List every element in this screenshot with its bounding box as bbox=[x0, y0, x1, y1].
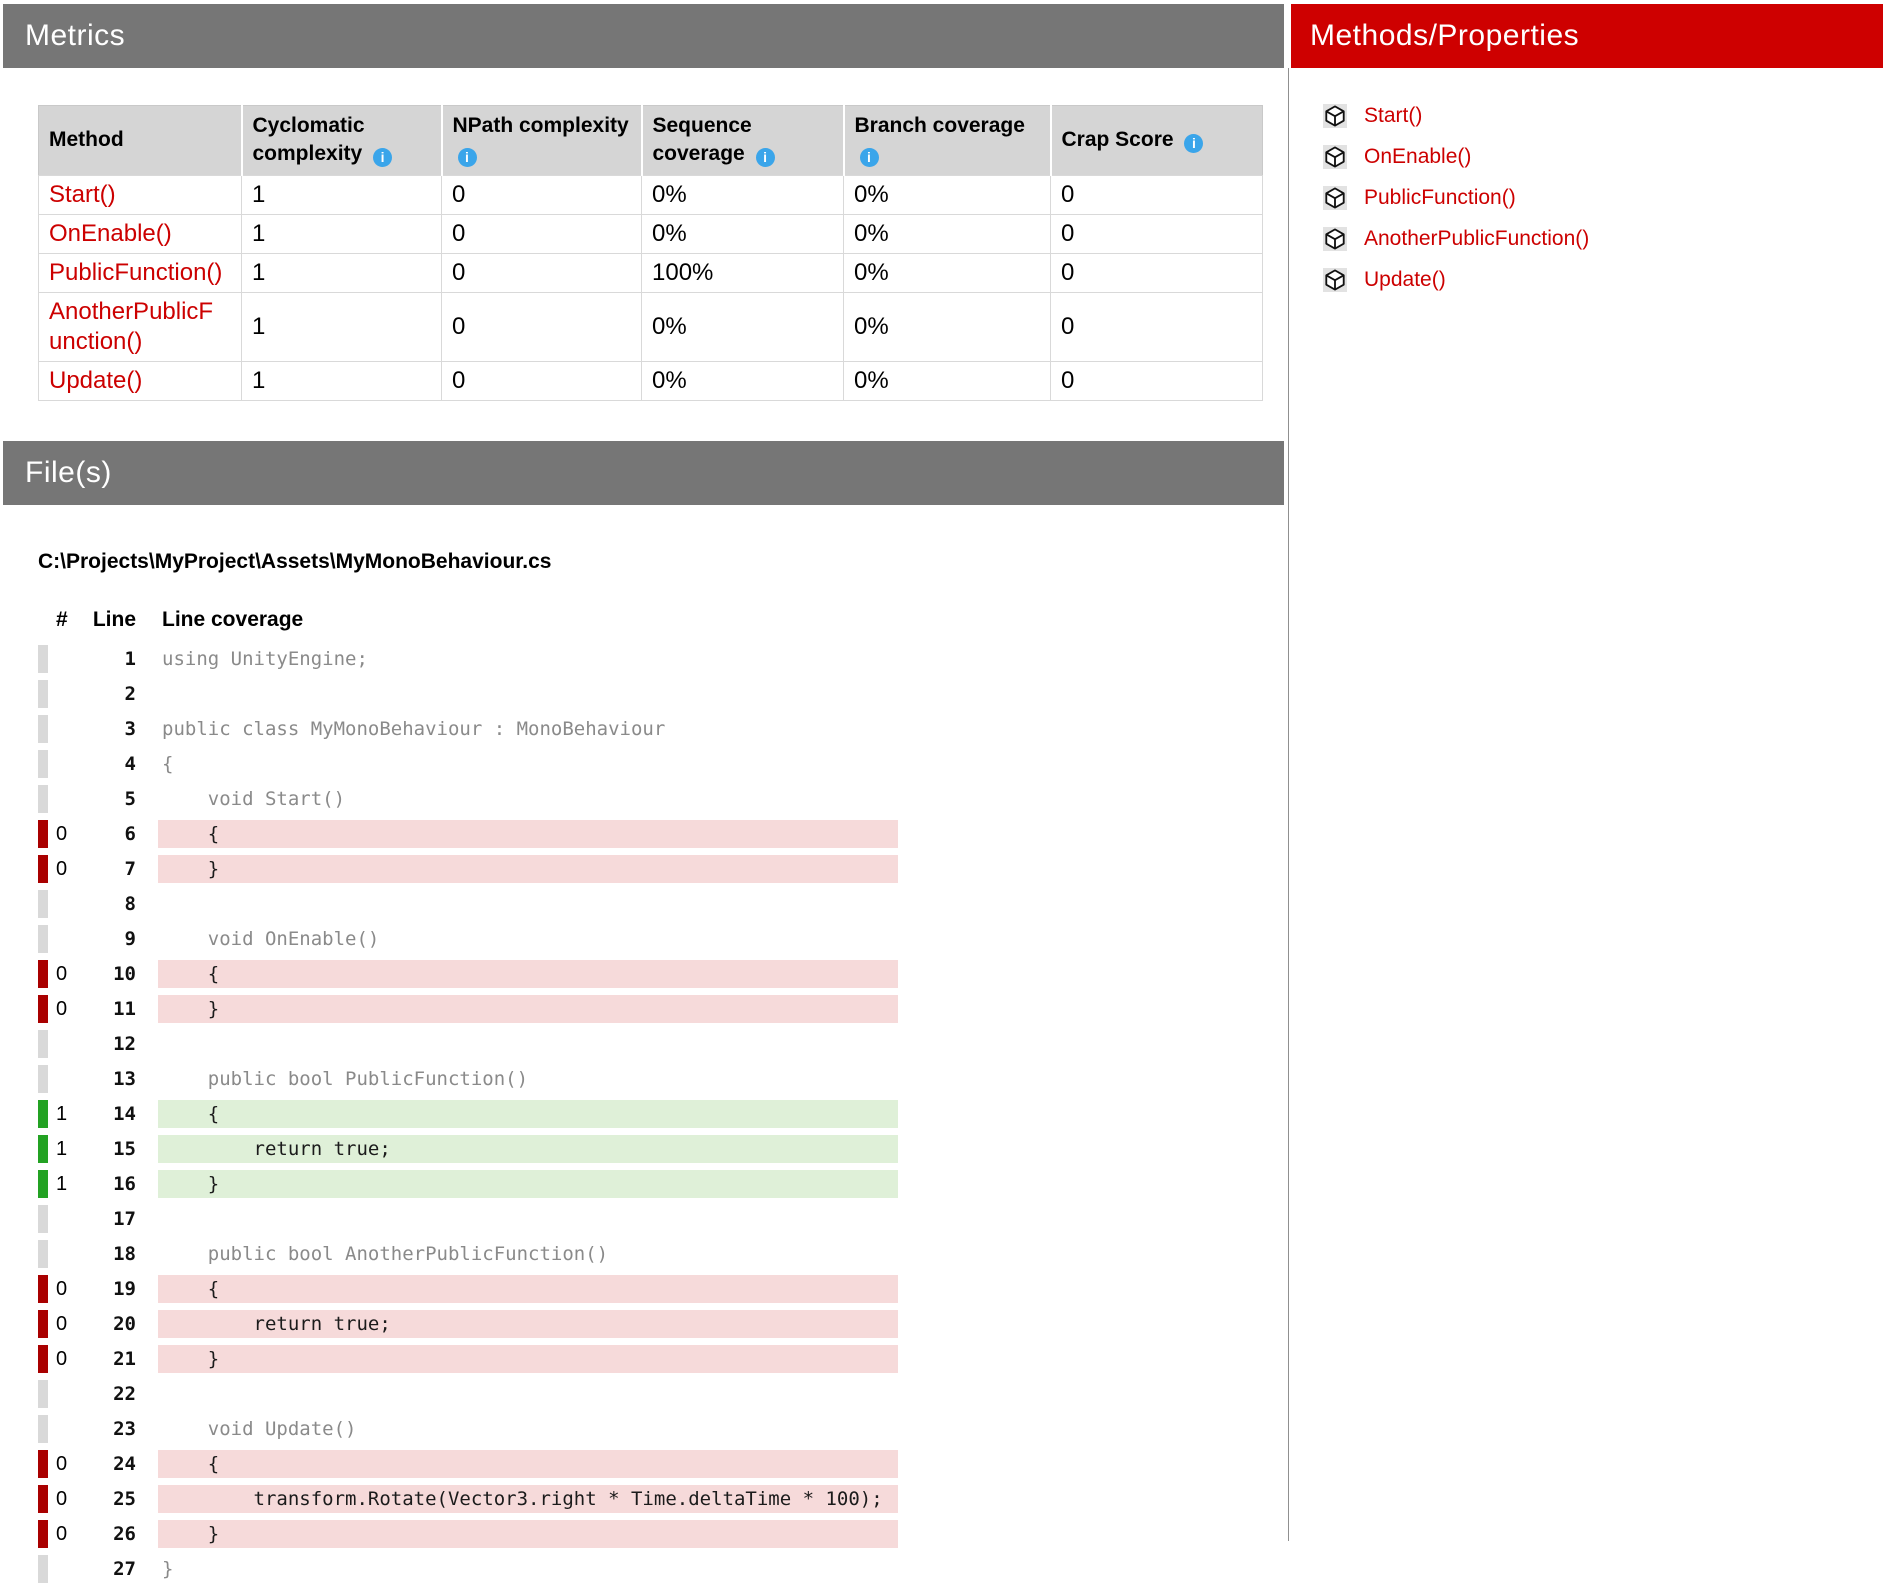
column-header-label: Branch coverage bbox=[854, 114, 1025, 137]
line-number: 11 bbox=[113, 998, 136, 1021]
line-number: 20 bbox=[113, 1313, 136, 1336]
method-cell bbox=[39, 214, 242, 253]
line-number: 22 bbox=[113, 1383, 136, 1406]
code-line-row bbox=[38, 782, 1284, 817]
coverage-indicator-bar bbox=[38, 1135, 48, 1163]
visit-count: 0 bbox=[56, 1452, 68, 1475]
column-header-label: Sequence coverage bbox=[652, 114, 752, 166]
metric-value-cell: 0% bbox=[642, 214, 844, 253]
code-text: } bbox=[158, 1345, 898, 1373]
line-number: 23 bbox=[113, 1418, 136, 1441]
code-text: return true; bbox=[158, 1310, 898, 1338]
line-coverage-column-header: Line coverage bbox=[162, 607, 304, 631]
line-number: 3 bbox=[124, 718, 136, 741]
code-line-row bbox=[38, 712, 1284, 747]
metric-value-cell: 0 bbox=[442, 253, 642, 292]
code-text: public class MyMonoBehaviour : MonoBehaviour bbox=[162, 718, 666, 741]
metric-value-cell: 0% bbox=[844, 214, 1051, 253]
coverage-indicator-bar bbox=[38, 855, 48, 883]
visit-count: 0 bbox=[56, 997, 68, 1020]
code-text: void Start() bbox=[162, 788, 346, 811]
code-line-row bbox=[38, 1412, 1284, 1447]
info-icon[interactable]: i bbox=[1184, 134, 1203, 153]
line-number: 4 bbox=[124, 753, 136, 776]
line-number: 9 bbox=[124, 928, 136, 951]
coverage-indicator-bar bbox=[38, 890, 48, 918]
code-line-row bbox=[38, 1447, 1284, 1482]
metric-value-cell: 1 bbox=[242, 292, 442, 361]
sidebar-method-link-onenable[interactable]: OnEnable() bbox=[1364, 144, 1472, 168]
method-list bbox=[1323, 95, 1883, 300]
coverage-indicator-bar bbox=[38, 1485, 48, 1513]
code-text: using UnityEngine; bbox=[162, 648, 368, 671]
main-column bbox=[3, 4, 1284, 1587]
code-text bbox=[158, 1205, 898, 1233]
method-link-onenable[interactable]: OnEnable() bbox=[49, 219, 172, 247]
sidebar-method-link-anotherpublicfunction[interactable]: AnotherPublicFunction() bbox=[1364, 226, 1590, 250]
info-icon[interactable]: i bbox=[373, 148, 392, 167]
line-number: 18 bbox=[113, 1243, 136, 1266]
cube-icon bbox=[1323, 145, 1347, 169]
code-line-row bbox=[38, 1167, 1284, 1202]
line-number: 6 bbox=[124, 823, 136, 846]
metric-value-cell: 0% bbox=[844, 361, 1051, 400]
code-line-row bbox=[38, 1237, 1284, 1272]
method-link-publicfunction[interactable]: PublicFunction() bbox=[49, 258, 223, 286]
metrics-table-row bbox=[39, 175, 1263, 214]
code-rows bbox=[38, 642, 1284, 1587]
code-line-row bbox=[38, 1517, 1284, 1552]
line-number: 19 bbox=[113, 1278, 136, 1301]
sidebar-header bbox=[1291, 4, 1883, 68]
metrics-table-row bbox=[39, 214, 1263, 253]
visit-count: 0 bbox=[56, 1522, 68, 1545]
metric-value-cell: 0 bbox=[442, 175, 642, 214]
coverage-indicator-bar bbox=[38, 785, 48, 813]
metrics-table bbox=[38, 105, 1263, 401]
method-link-start[interactable]: Start() bbox=[49, 180, 116, 208]
metric-value-cell: 1 bbox=[242, 175, 442, 214]
line-coverage-header-row bbox=[38, 604, 1284, 636]
code-line-row bbox=[38, 1482, 1284, 1517]
coverage-indicator-bar bbox=[38, 1170, 48, 1198]
code-text: void OnEnable() bbox=[162, 928, 380, 951]
line-number: 7 bbox=[124, 858, 136, 881]
line-number: 16 bbox=[113, 1173, 136, 1196]
metric-value-cell: 0% bbox=[844, 253, 1051, 292]
metrics-title: Metrics bbox=[25, 19, 126, 52]
coverage-indicator-bar bbox=[38, 925, 48, 953]
column-header-sequence-coverage bbox=[642, 106, 844, 176]
code-text: void Update() bbox=[162, 1418, 357, 1441]
visit-count: 0 bbox=[56, 857, 68, 880]
method-link-update[interactable]: Update() bbox=[49, 366, 143, 394]
metric-value-cell: 0% bbox=[844, 292, 1051, 361]
method-cell bbox=[39, 292, 242, 361]
metric-value-cell: 0 bbox=[442, 214, 642, 253]
sidebar-item-anotherpublicfunction bbox=[1323, 218, 1883, 259]
code-text: { bbox=[158, 960, 898, 988]
cube-icon bbox=[1323, 104, 1347, 128]
method-cell bbox=[39, 253, 242, 292]
column-header-label: Cyclomatic complexity bbox=[252, 114, 365, 166]
info-icon[interactable]: i bbox=[860, 148, 879, 167]
column-header-label: NPath complexity bbox=[452, 114, 629, 137]
code-line-row bbox=[38, 817, 1284, 852]
sidebar-method-link-start[interactable]: Start() bbox=[1364, 103, 1423, 127]
line-number: 24 bbox=[113, 1453, 136, 1476]
code-text bbox=[158, 890, 898, 918]
line-number: 1 bbox=[124, 648, 136, 671]
code-line-row bbox=[38, 922, 1284, 957]
code-line-row bbox=[38, 887, 1284, 922]
cube-icon bbox=[1323, 268, 1347, 292]
coverage-indicator-bar bbox=[38, 1240, 48, 1268]
code-text bbox=[158, 1030, 898, 1058]
line-number: 14 bbox=[113, 1103, 136, 1126]
sidebar-method-link-publicfunction[interactable]: PublicFunction() bbox=[1364, 185, 1516, 209]
cube-icon bbox=[1323, 186, 1347, 210]
code-line-row bbox=[38, 1097, 1284, 1132]
coverage-indicator-bar bbox=[38, 995, 48, 1023]
code-text: public bool PublicFunction() bbox=[162, 1068, 529, 1091]
metric-value-cell: 0% bbox=[844, 175, 1051, 214]
column-header-npath-complexity bbox=[442, 106, 642, 176]
coverage-indicator-bar bbox=[38, 1030, 48, 1058]
sidebar bbox=[1288, 4, 1883, 1541]
code-text bbox=[158, 1380, 898, 1408]
coverage-indicator-bar bbox=[38, 1450, 48, 1478]
code-text: { bbox=[158, 1100, 898, 1128]
coverage-indicator-bar bbox=[38, 1380, 48, 1408]
visit-count: 1 bbox=[56, 1102, 68, 1125]
column-header-cyclomatic-complexity bbox=[242, 106, 442, 176]
method-cell bbox=[39, 361, 242, 400]
code-line-row bbox=[38, 1062, 1284, 1097]
metric-value-cell: 1 bbox=[242, 361, 442, 400]
code-line-row bbox=[38, 1132, 1284, 1167]
coverage-indicator-bar bbox=[38, 1275, 48, 1303]
metric-value-cell: 100% bbox=[642, 253, 844, 292]
method-link-anotherpublicfunction[interactable]: AnotherPublicFunction() bbox=[49, 297, 214, 355]
file-path: C:\Projects\MyProject\Assets\MyMonoBehaviour.cs bbox=[38, 549, 552, 573]
info-icon[interactable]: i bbox=[756, 148, 775, 167]
line-number: 2 bbox=[124, 683, 136, 706]
code-text: public bool AnotherPublicFunction() bbox=[162, 1243, 609, 1266]
code-line-row bbox=[38, 1272, 1284, 1307]
metric-value-cell: 1 bbox=[242, 253, 442, 292]
metric-value-cell: 0 bbox=[1051, 175, 1263, 214]
metric-value-cell: 0 bbox=[442, 361, 642, 400]
coverage-indicator-bar bbox=[38, 680, 48, 708]
visit-count: 1 bbox=[56, 1137, 68, 1160]
line-number: 25 bbox=[113, 1488, 136, 1511]
code-line-row bbox=[38, 747, 1284, 782]
code-text: { bbox=[158, 1275, 898, 1303]
sidebar-method-link-update[interactable]: Update() bbox=[1364, 267, 1446, 291]
sidebar-item-update bbox=[1323, 259, 1883, 300]
code-line-row bbox=[38, 1342, 1284, 1377]
coverage-indicator-bar bbox=[38, 750, 48, 778]
line-number: 21 bbox=[113, 1348, 136, 1371]
visit-count: 0 bbox=[56, 962, 68, 985]
visit-count: 0 bbox=[56, 1347, 68, 1370]
line-number-column-header: Line bbox=[92, 607, 136, 631]
metrics-table-header-row bbox=[39, 106, 1263, 176]
sidebar-title: Methods/Properties bbox=[1310, 19, 1580, 52]
metrics-content bbox=[3, 68, 1284, 441]
line-number: 8 bbox=[124, 893, 136, 916]
files-content bbox=[3, 505, 1284, 1587]
code-text: { bbox=[158, 1450, 898, 1478]
info-icon[interactable]: i bbox=[458, 148, 477, 167]
metric-value-cell: 0% bbox=[642, 175, 844, 214]
line-number: 27 bbox=[113, 1558, 136, 1581]
code-text: return true; bbox=[158, 1135, 898, 1163]
line-number: 13 bbox=[113, 1068, 136, 1091]
coverage-indicator-bar bbox=[38, 1555, 48, 1583]
metric-value-cell: 0% bbox=[642, 292, 844, 361]
sidebar-content bbox=[1288, 68, 1883, 1541]
code-text: } bbox=[158, 995, 898, 1023]
coverage-indicator-bar bbox=[38, 1100, 48, 1128]
visit-count: 1 bbox=[56, 1172, 68, 1195]
code-line-row bbox=[38, 1202, 1284, 1237]
code-text: } bbox=[158, 1170, 898, 1198]
code-line-row bbox=[38, 1307, 1284, 1342]
metrics-table-row bbox=[39, 253, 1263, 292]
coverage-indicator-bar bbox=[38, 960, 48, 988]
code-line-row bbox=[38, 677, 1284, 712]
metric-value-cell: 1 bbox=[242, 214, 442, 253]
line-number: 26 bbox=[113, 1523, 136, 1546]
metrics-table-row bbox=[39, 292, 1263, 361]
line-coverage-table bbox=[38, 604, 1284, 1587]
metrics-table-row bbox=[39, 361, 1263, 400]
coverage-indicator-bar bbox=[38, 645, 48, 673]
metric-value-cell: 0% bbox=[642, 361, 844, 400]
code-line-row bbox=[38, 957, 1284, 992]
column-header-label: Crap Score bbox=[1061, 128, 1174, 152]
coverage-indicator-bar bbox=[38, 1345, 48, 1373]
files-title: File(s) bbox=[25, 455, 112, 489]
method-cell bbox=[39, 175, 242, 214]
code-text: } bbox=[158, 855, 898, 883]
column-header-label: Method bbox=[49, 128, 124, 152]
line-number: 5 bbox=[124, 788, 136, 811]
coverage-indicator-bar bbox=[38, 1065, 48, 1093]
metric-value-cell: 0 bbox=[1051, 214, 1263, 253]
visit-count: 0 bbox=[56, 1487, 68, 1510]
line-number: 15 bbox=[113, 1138, 136, 1161]
visit-count-column-header: # bbox=[56, 607, 68, 631]
code-line-row bbox=[38, 1377, 1284, 1412]
cube-icon bbox=[1323, 227, 1347, 251]
metric-value-cell: 0 bbox=[1051, 292, 1263, 361]
line-number: 12 bbox=[113, 1033, 136, 1056]
metric-value-cell: 0 bbox=[442, 292, 642, 361]
coverage-indicator-bar bbox=[38, 1415, 48, 1443]
code-text: transform.Rotate(Vector3.right * Time.deltaTime * 100); bbox=[158, 1485, 898, 1513]
sidebar-item-start bbox=[1323, 95, 1883, 136]
code-text: } bbox=[162, 1558, 174, 1581]
code-text: { bbox=[158, 820, 898, 848]
visit-count: 0 bbox=[56, 1312, 68, 1335]
metrics-section-header bbox=[3, 4, 1284, 68]
code-text: { bbox=[162, 753, 174, 776]
metric-value-cell: 0 bbox=[1051, 361, 1263, 400]
code-line-row bbox=[38, 992, 1284, 1027]
coverage-indicator-bar bbox=[38, 715, 48, 743]
code-line-row bbox=[38, 642, 1284, 677]
line-number: 10 bbox=[113, 963, 136, 986]
visit-count: 0 bbox=[56, 822, 68, 845]
coverage-indicator-bar bbox=[38, 1205, 48, 1233]
coverage-indicator-bar bbox=[38, 820, 48, 848]
files-section-header bbox=[3, 441, 1284, 505]
column-header-method bbox=[39, 106, 242, 176]
sidebar-item-publicfunction bbox=[1323, 177, 1883, 218]
coverage-indicator-bar bbox=[38, 1520, 48, 1548]
code-line-row bbox=[38, 1027, 1284, 1062]
code-line-row bbox=[38, 852, 1284, 887]
visit-count: 0 bbox=[56, 1277, 68, 1300]
code-text: } bbox=[158, 1520, 898, 1548]
metric-value-cell: 0 bbox=[1051, 253, 1263, 292]
code-text bbox=[158, 680, 898, 708]
code-line-row bbox=[38, 1552, 1284, 1587]
line-number: 17 bbox=[113, 1208, 136, 1231]
coverage-indicator-bar bbox=[38, 1310, 48, 1338]
column-header-crap-score bbox=[1051, 106, 1263, 176]
sidebar-item-onenable bbox=[1323, 136, 1883, 177]
column-header-branch-coverage bbox=[844, 106, 1051, 176]
